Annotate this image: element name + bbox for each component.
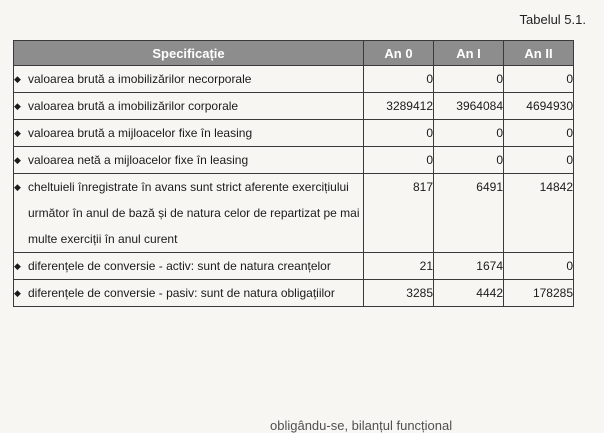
row-label-cell <box>14 120 364 147</box>
table-row <box>14 66 574 93</box>
table-row <box>14 280 574 307</box>
value-an-1: 0 <box>434 66 504 93</box>
value-an-1: 0 <box>434 147 504 174</box>
value-an-0: 0 <box>364 66 434 93</box>
value-an-0: 21 <box>364 253 434 280</box>
value-an-1: 0 <box>434 120 504 147</box>
row-label: valoarea netă a mijloacelor fixe în leasing <box>28 153 249 167</box>
row-label-cell <box>14 174 364 253</box>
table-row <box>14 174 574 253</box>
value-an-0: 0 <box>364 120 434 147</box>
table-caption: Tabelul 5.1. <box>519 12 586 27</box>
row-label: cheltuieli înregistrate în avans sunt strict aferente exercițiului următor în anul de bază și de natura celor de repartizat pe mai multe exerciții în anul curent <box>28 180 360 246</box>
row-label-cell <box>14 93 364 120</box>
value-an-0: 3289412 <box>364 93 434 120</box>
row-label-cell <box>14 253 364 280</box>
specification-table <box>13 40 574 307</box>
diamond-bullet-icon: ◆ <box>14 155 21 165</box>
table-row <box>14 147 574 174</box>
value-an-2: 0 <box>504 147 574 174</box>
value-an-2: 0 <box>504 66 574 93</box>
row-label: valoarea brută a mijloacelor fixe în leasing <box>28 126 253 140</box>
value-an-1: 4442 <box>434 280 504 307</box>
diamond-bullet-icon: ◆ <box>14 261 21 271</box>
diamond-bullet-icon: ◆ <box>14 288 21 298</box>
value-an-2: 178285 <box>504 280 574 307</box>
row-label-cell <box>14 66 364 93</box>
header-specificatie: Specificație <box>14 41 364 66</box>
value-an-1: 3964084 <box>434 93 504 120</box>
table-row <box>14 253 574 280</box>
header-an-1: An I <box>434 41 504 66</box>
value-an-1: 1674 <box>434 253 504 280</box>
header-an-0: An 0 <box>364 41 434 66</box>
value-an-2: 0 <box>504 120 574 147</box>
header-an-2: An II <box>504 41 574 66</box>
row-label: valoarea brută a imobilizărilor necorporale <box>28 72 252 86</box>
row-label-cell <box>14 280 364 307</box>
diamond-bullet-icon: ◆ <box>14 182 21 192</box>
header-row <box>14 41 574 66</box>
row-label: diferențele de conversie - activ: sunt de natura creanțelor <box>28 259 331 273</box>
diamond-bullet-icon: ◆ <box>14 128 21 138</box>
diamond-bullet-icon: ◆ <box>14 74 21 84</box>
value-an-1: 6491 <box>434 174 504 253</box>
cutoff-text-fragment: obligându-se, bilanțul funcțional <box>270 418 453 433</box>
value-an-0: 817 <box>364 174 434 253</box>
table-row <box>14 93 574 120</box>
value-an-2: 14842 <box>504 174 574 253</box>
diamond-bullet-icon: ◆ <box>14 101 21 111</box>
value-an-0: 0 <box>364 147 434 174</box>
row-label: valoarea brută a imobilizărilor corporale <box>28 99 239 113</box>
row-label: diferențele de conversie - pasiv: sunt de natura obligațiilor <box>28 286 335 300</box>
value-an-2: 4694930 <box>504 93 574 120</box>
value-an-0: 3285 <box>364 280 434 307</box>
value-an-2: 0 <box>504 253 574 280</box>
table-row <box>14 120 574 147</box>
row-label-cell <box>14 147 364 174</box>
